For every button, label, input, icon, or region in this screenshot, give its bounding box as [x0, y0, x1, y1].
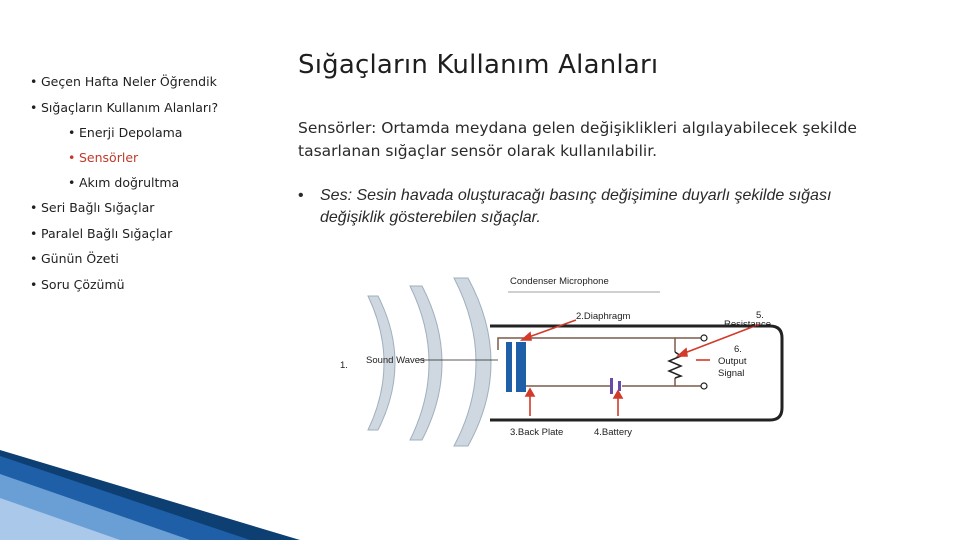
- corner-decoration: [0, 450, 300, 540]
- bullet-icon: •: [68, 175, 76, 190]
- outline-item-akim-dogrultma[interactable]: [68, 175, 179, 190]
- back-plate-label: 3.Back Plate: [510, 427, 564, 438]
- bullet-icon: •: [298, 187, 304, 204]
- diaphragm-plate: [506, 342, 512, 392]
- diagram-title: Condenser Microphone: [510, 276, 609, 287]
- sound-waves-label: Sound Waves: [366, 355, 425, 366]
- outline-item-label: Günün Özeti: [41, 251, 119, 266]
- diaphragm-label: 2.Diaphragm: [576, 311, 631, 322]
- outline-item-label: Enerji Depolama: [79, 125, 183, 140]
- outline-item-label: Soru Çözümü: [41, 277, 125, 292]
- outline-item-enerji-depolama[interactable]: [68, 125, 182, 140]
- output-number: 6.: [734, 344, 742, 355]
- outline-item-label: Sensörler: [79, 150, 139, 165]
- outline-item-label: Geçen Hafta Neler Öğrendik: [41, 74, 217, 89]
- outline-item-label: Akım doğrultma: [79, 175, 180, 190]
- outline-item-gecen-hafta[interactable]: [30, 74, 217, 89]
- bullet-icon: •: [68, 125, 76, 140]
- back-plate: [516, 342, 526, 392]
- output-terminal-bottom: [701, 383, 707, 389]
- label-1: 1.: [340, 360, 348, 371]
- outline-item-seri-bagli[interactable]: [30, 200, 154, 215]
- outline-item-paralel-bagli[interactable]: [30, 226, 172, 241]
- outline-item-kullanim-alanlari[interactable]: [30, 100, 218, 115]
- bullet-icon: •: [30, 277, 38, 292]
- sensor-paragraph: Sensörler: Ortamda meydana gelen değişiklikleri algılayabilecek şekilde tasarlanan sığaçlar sensör olarak kullanılabilir.: [298, 119, 857, 160]
- sound-bullet-text: Ses: Sesin havada oluşturacağı basınç değişimine duyarlı şekilde sığası değişiklik gösterebilen sığaçlar.: [320, 187, 832, 226]
- battery-symbol: [610, 378, 621, 394]
- signal-label: Signal: [718, 368, 745, 379]
- outline-item-gunun-ozeti[interactable]: [30, 251, 119, 266]
- outline-item-label: Sığaçların Kullanım Alanları?: [41, 100, 219, 115]
- bullet-icon: •: [30, 74, 38, 89]
- bullet-icon: •: [30, 100, 38, 115]
- outline-item-label: Paralel Bağlı Sığaçlar: [41, 226, 173, 241]
- battery-label: 4.Battery: [594, 427, 633, 438]
- resistance-number: 5.: [756, 310, 764, 321]
- output-label: Output: [718, 356, 747, 367]
- bullet-icon: •: [30, 226, 38, 241]
- sound-bullet: [298, 185, 898, 229]
- bullet-icon: •: [30, 200, 38, 215]
- resistance-label: Resistance: [724, 319, 771, 330]
- slide-title: Sığaçların Kullanım Alanları: [298, 50, 659, 80]
- condenser-microphone-diagram: [330, 268, 790, 448]
- outline-item-soru-cozumu[interactable]: [30, 277, 125, 292]
- bullet-icon: •: [68, 150, 76, 165]
- output-terminal-top: [701, 335, 707, 341]
- outline-item-label: Seri Bağlı Sığaçlar: [41, 200, 155, 215]
- bullet-icon: •: [30, 251, 38, 266]
- outline-item-sensorler[interactable]: [68, 150, 138, 165]
